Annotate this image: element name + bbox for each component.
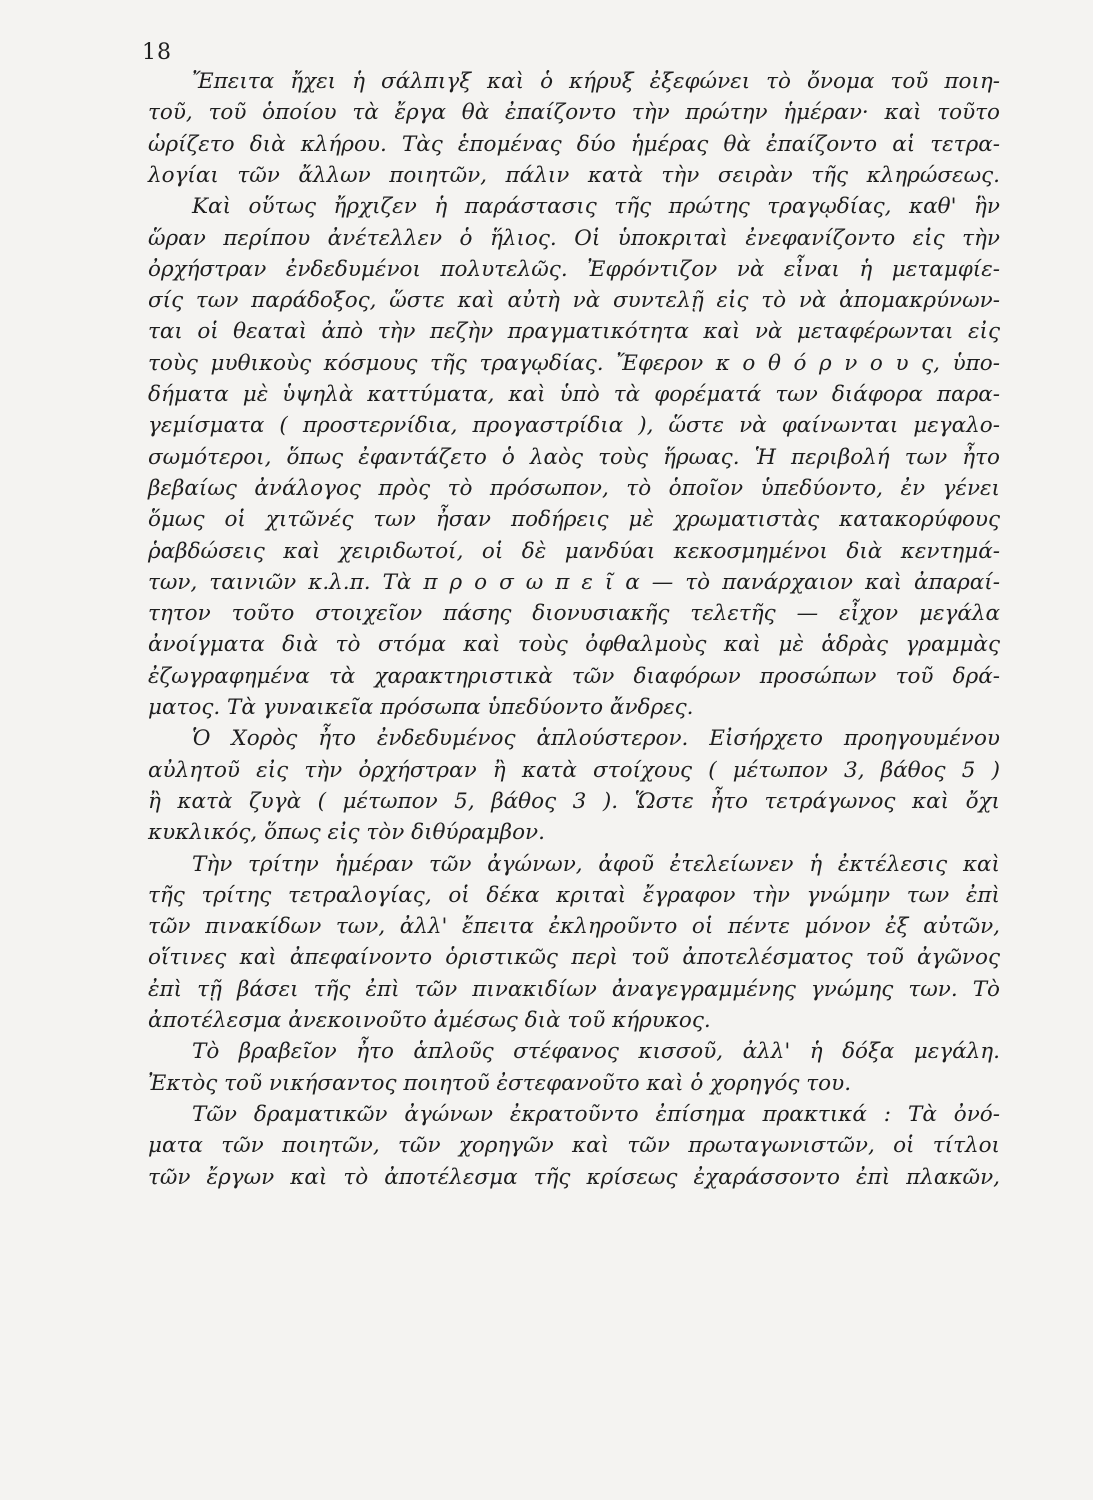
text-line: ματος. Τὰ γυναικεῖα πρόσωπα ὑπεδύοντο ἄνδρες.: [148, 695, 694, 720]
text-line: ἀνοίγματα διὰ τὸ στόμα καὶ τοὺς ὀφθαλμοὺς καὶ μὲ ἁδρὰς γραμμὰς: [148, 632, 1000, 657]
text-line: οἵτινες καὶ ἀπεφαίνοντο ὁριστικῶς περὶ τοῦ ἀποτελέσματος τοῦ ἀγῶνος: [148, 945, 1000, 970]
text-line: λογίαι τῶν ἄλλων ποιητῶν, πάλιν κατὰ τὴν σειρὰν τῆς κληρώσεως.: [148, 163, 1000, 188]
text-line: Ὁ Χορὸς ἦτο ἐνδεδυμένος ἁπλούστερον. Εἰσήρχετο προηγουμένου: [192, 726, 1000, 751]
text-line: των, ταινιῶν κ.λ.π. Τὰ π ρ ο σ ω π ε ῖ α — τὸ πανάρχαιον καὶ ἀπαραί-: [148, 570, 1000, 595]
text-line: κυκλικός, ὅπως εἰς τὸν διθύραμβον.: [148, 820, 545, 845]
page-number: 18: [142, 40, 172, 65]
text-line: βεβαίως ἀνάλογος πρὸς τὸ πρόσωπον, τὸ ὁποῖον ὑπεδύοντο, ἐν γένει: [148, 476, 1000, 501]
text-line: ται οἱ θεαταὶ ἀπὸ τὴν πεζὴν πραγματικότητα καὶ νὰ μεταφέρωνται εἰς: [148, 319, 1000, 344]
text-line: Ἐκτὸς τοῦ νικήσαντος ποιητοῦ ἐστεφανοῦτο καὶ ὁ χορηγός του.: [148, 1071, 852, 1096]
text-line: ῥαβδώσεις καὶ χειριδωτοί, οἱ δὲ μανδύαι κεκοσμημένοι διὰ κεντημά-: [148, 539, 1000, 564]
text-line: Καὶ οὕτως ἤρχιζεν ἡ παράστασις τῆς πρώτης τραγῳδίας, καθ' ἣν: [192, 194, 1000, 219]
text-line: γεμίσματα ( προστερνίδια, προγαστρίδια ), ὥστε νὰ φαίνωνται μεγαλο-: [148, 413, 1000, 438]
text-line: ὡρίζετο διὰ κλήρου. Τὰς ἑπομένας δύο ἡμέρας θὰ ἐπαίζοντο αἱ τετρα-: [148, 132, 1000, 157]
text-line: ὅμως οἱ χιτῶνές των ἦσαν ποδήρεις μὲ χρωματιστὰς κατακορύφους: [148, 507, 1000, 532]
text-line: αὐλητοῦ εἰς τὴν ὀρχήστραν ἢ κατὰ στοίχους ( μέτωπον 3, βάθος 5 ): [148, 758, 1000, 783]
text-line: ἢ κατὰ ζυγὰ ( μέτωπον 5, βάθος 3 ). Ὥστε ἦτο τετράγωνος καὶ ὄχι: [148, 789, 1000, 814]
text-line: τῆς τρίτης τετραλογίας, οἱ δέκα κριταὶ ἔγραφον τὴν γνώμην των ἐπὶ: [148, 883, 1000, 908]
text-line: σωμότεροι, ὅπως ἐφαντάζετο ὁ λαὸς τοὺς ἥρωας. Ἡ περιβολή των ἦτο: [148, 445, 1000, 470]
text-line: δήματα μὲ ὑψηλὰ καττύματα, καὶ ὑπὸ τὰ φορέματά των διάφορα παρα-: [148, 382, 1000, 407]
text-line: ὥραν περίπου ἀνέτελλεν ὁ ἥλιος. Οἱ ὑποκριταὶ ἐνεφανίζοντο εἰς τὴν: [148, 226, 1000, 251]
text-line: τῶν πινακίδων των, ἀλλ' ἔπειτα ἐκληροῦντο οἱ πέντε μόνον ἐξ αὐτῶν,: [148, 914, 1000, 939]
text-line: τητον τοῦτο στοιχεῖον πάσης διονυσιακῆς τελετῆς — εἶχον μεγάλα: [148, 601, 1000, 626]
text-line: Ἔπειτα ἤχει ἡ σάλπιγξ καὶ ὁ κήρυξ ἐξεφώνει τὸ ὄνομα τοῦ ποιη-: [192, 69, 1000, 94]
text-line: τῶν ἔργων καὶ τὸ ἀποτέλεσμα τῆς κρίσεως ἐχαράσσοντο ἐπὶ πλακῶν,: [148, 1165, 1000, 1190]
text-line: ὀρχήστραν ἐνδεδυμένοι πολυτελῶς. Ἐφρόντιζον νὰ εἶναι ἡ μεταμφίε-: [148, 257, 1000, 282]
text-line: τοὺς μυθικοὺς κόσμους τῆς τραγῳδίας. Ἔφερον κ ο θ ό ρ ν ο υ ς, ὑπο-: [148, 351, 1000, 376]
text-line: τοῦ, τοῦ ὁποίου τὰ ἔργα θὰ ἐπαίζοντο τὴν πρώτην ἡμέραν· καὶ τοῦτο: [148, 100, 1000, 125]
text-line: Τῶν δραματικῶν ἀγώνων ἐκρατοῦντο ἐπίσημα πρακτικά : Τὰ ὀνό-: [192, 1102, 1000, 1127]
text-line: ἀποτέλεσμα ἀνεκοινοῦτο ἀμέσως διὰ τοῦ κήρυκος.: [148, 1008, 711, 1033]
text-line: ἐζωγραφημένα τὰ χαρακτηριστικὰ τῶν διαφόρων προσώπων τοῦ δρά-: [148, 664, 1000, 689]
text-line: Τὴν τρίτην ἡμέραν τῶν ἀγώνων, ἀφοῦ ἐτελείωνεν ἡ ἐκτέλεσις καὶ: [192, 852, 1000, 877]
text-line: ματα τῶν ποιητῶν, τῶν χορηγῶν καὶ τῶν πρωταγωνιστῶν, οἱ τίτλοι: [148, 1133, 1000, 1158]
text-line: ἐπὶ τῇ βάσει τῆς ἐπὶ τῶν πινακιδίων ἀναγεγραμμένης γνώμης των. Τὸ: [148, 977, 1000, 1002]
text-line: Τὸ βραβεῖον ἦτο ἁπλοῦς στέφανος κισσοῦ, ἀλλ' ἡ δόξα μεγάλη.: [192, 1039, 1000, 1064]
text-line: σίς των παράδοξος, ὥστε καὶ αὐτὴ νὰ συντελῇ εἰς τὸ νὰ ἀπομακρύνων-: [148, 288, 1000, 313]
